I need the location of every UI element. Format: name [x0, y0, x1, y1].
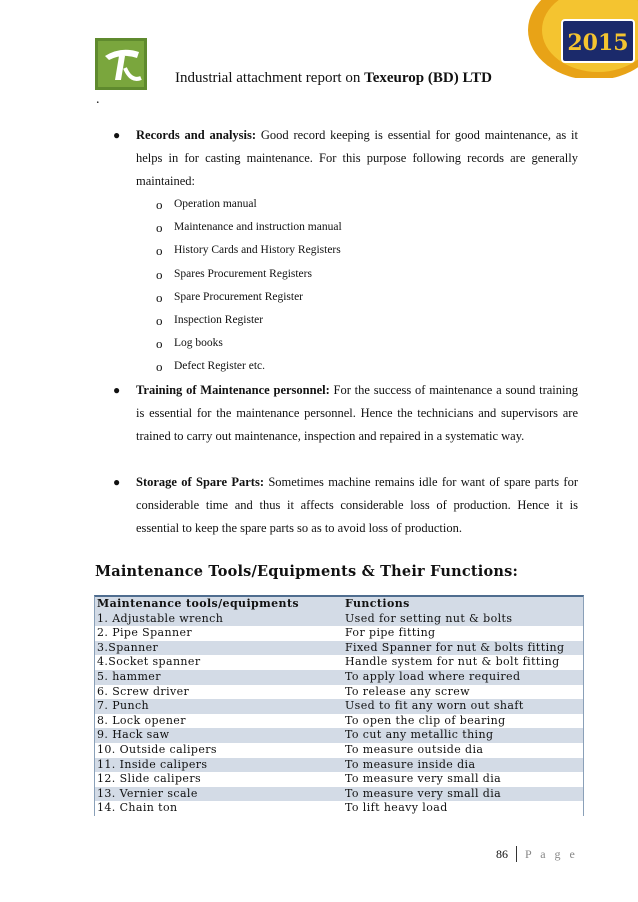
spares-heading: Storage of Spare Parts:: [136, 475, 264, 489]
spares-bullet: [100, 471, 578, 540]
circle-bullet-icon: o: [156, 220, 163, 236]
circle-bullet-icon: o: [156, 289, 163, 305]
spares-section: [100, 471, 578, 540]
records-heading: Records and analysis:: [136, 128, 257, 142]
table-header-row: [95, 597, 583, 612]
table-row: 9. Hack saw To cut any metallic thing: [95, 728, 583, 743]
company-logo: [95, 38, 147, 90]
year-text: 2015: [567, 30, 629, 56]
bullet-icon: ●: [113, 128, 121, 142]
table-row: 10. Outside calipers To measure outside dia: [97, 742, 484, 756]
table-title: Maintenance Tools/Equipments & Their Functions:: [95, 563, 519, 580]
training-bullet: [100, 379, 578, 448]
table-row: 1. Adjustable wrench Used for setting nut & bolts: [95, 612, 583, 627]
list-item: o Maintenance and instruction manual: [100, 216, 578, 239]
list-item: o Log books: [100, 332, 578, 355]
training-text: For the success of maintenance a sound training is essential for the maintenance personnel. Hence the technicians and supervisors are trained to carry out maintenance, inspection and repaired in a systematic way.: [136, 383, 578, 443]
footer-divider: [516, 846, 517, 862]
page-header: [175, 70, 492, 87]
table-row: 14. Chain ton To lift heavy load: [97, 801, 448, 815]
header-dot: .: [96, 92, 100, 107]
list-item: o Defect Register etc.: [100, 355, 578, 378]
table-row: 6. Screw driver To release any screw: [97, 684, 470, 698]
bullet-icon: ●: [113, 475, 121, 489]
table-row: 4.Socket spanner Handle system for nut & bolt fitting: [97, 655, 560, 669]
list-item: o Spares Procurement Registers: [100, 263, 578, 286]
header-company: Texeurop (BD) LTD: [364, 70, 492, 86]
table-row: 3.Spanner Fixed Spanner for nut & bolts fitting: [95, 641, 583, 656]
table-row: 7. Punch Used to fit any worn out shaft: [95, 699, 583, 714]
spares-text: Sometimes machine remains idle for want of spare parts for considerable time and thus it affects considerable loss of production. Hence it is essential to keep the spare parts so as to avoid loss of production.: [136, 475, 578, 535]
table-row: 2. Pipe Spanner For pipe fitting: [97, 626, 436, 640]
list-item: o Inspection Register: [100, 309, 578, 332]
circle-bullet-icon: o: [156, 359, 163, 375]
table-row: 8. Lock opener To open the clip of bearing: [97, 713, 506, 727]
records-text: Good record keeping is essential for good maintenance, as it helps in for casting maintenance. For this purpose following records are generally maintained:: [136, 128, 578, 188]
header-tools: Maintenance tools/equipments: [97, 597, 300, 610]
circle-bullet-icon: o: [156, 197, 163, 212]
page-number: 86: [496, 846, 508, 861]
records-list: [100, 193, 578, 379]
page-label: P a g e: [525, 846, 578, 861]
circle-bullet-icon: o: [156, 313, 163, 329]
year-badge: [522, 0, 638, 78]
page-footer: [496, 846, 578, 862]
list-item: o History Cards and History Registers: [100, 239, 578, 262]
header-prefix: Industrial attachment report on: [175, 70, 365, 86]
records-section: [100, 124, 578, 379]
table-row: 13. Vernier scale To measure very small dia: [95, 787, 583, 802]
tools-table: [94, 595, 584, 816]
bullet-icon: ●: [113, 383, 121, 397]
circle-bullet-icon: o: [156, 266, 163, 282]
training-section: [100, 379, 578, 448]
table-row: 5. hammer To apply load where required: [95, 670, 583, 685]
circle-bullet-icon: o: [156, 243, 163, 259]
records-bullet: [100, 124, 578, 193]
list-item: o Spare Procurement Register: [100, 286, 578, 309]
table-row: 11. Inside calipers To measure inside dia: [95, 758, 583, 773]
table-row: 12. Slide calipers To measure very small dia: [97, 772, 502, 786]
header-functions: Functions: [345, 597, 410, 610]
circle-bullet-icon: o: [156, 336, 163, 352]
training-heading: Training of Maintenance personnel:: [136, 383, 330, 397]
list-item: o Operation manual: [100, 193, 578, 216]
